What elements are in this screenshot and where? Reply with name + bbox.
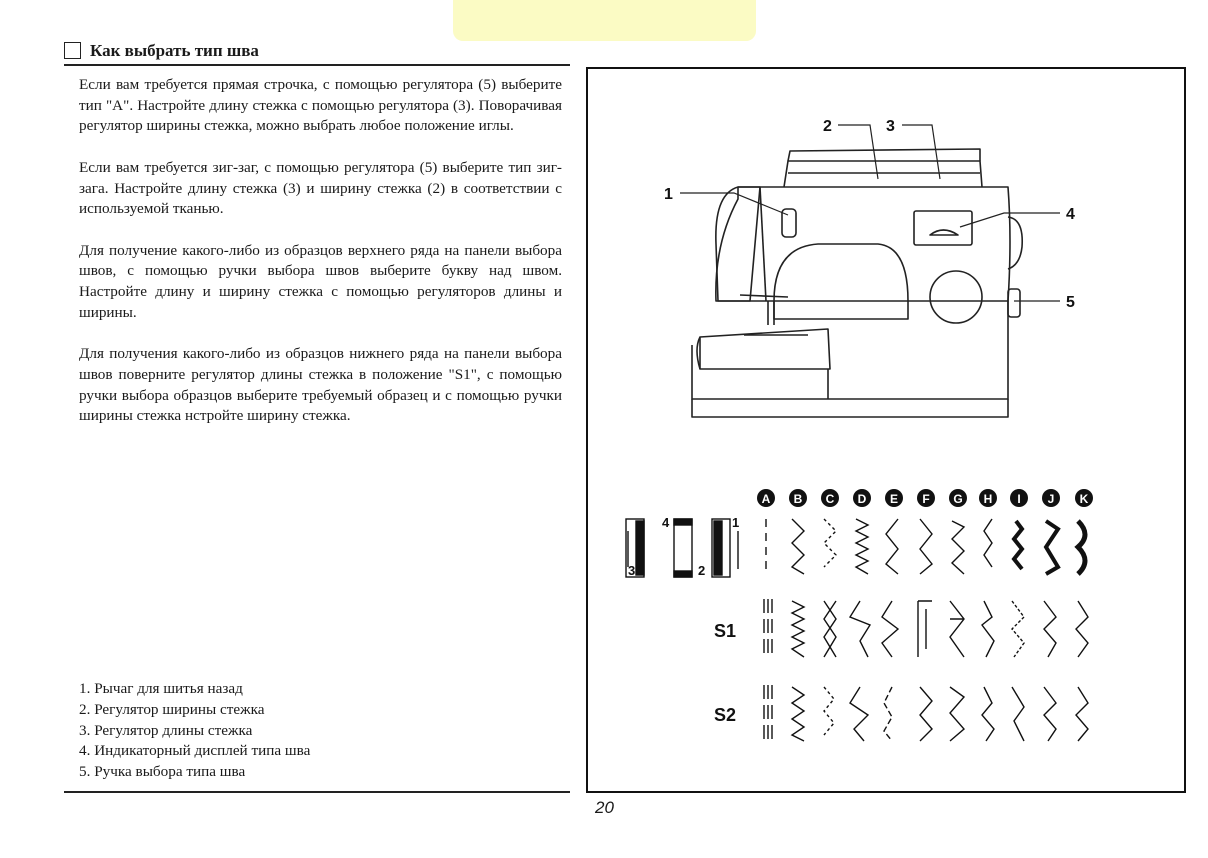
sewing-machine-figure — [588, 69, 1184, 791]
paragraph-zigzag: Если вам требуется зиг-заг, с помощью регулятора (5) выберите тип зиг-зага. Настройте длину стежка (3) и ширину стежка (2) в соответствии с используемой тканью. — [79, 158, 562, 218]
buttonhole-step: 1 — [732, 515, 740, 530]
paragraph-straight-stitch: Если вам требуется прямая строчка, с помощью регулятора (5) выберите тип "A". Настройте длину стежка с помощью регулятора (3). Поворачивая регулятор ширины стежка, можно выбрать любое положение иглы. — [79, 76, 562, 135]
top-rule — [64, 64, 570, 66]
row-label-s1: S1 — [714, 621, 737, 641]
callout-line-1 — [680, 193, 788, 215]
legend-item: 4. Индикаторный дисплей типа шва — [79, 742, 311, 760]
callout-label-4: 4 — [1066, 206, 1075, 223]
stitch-letter-row — [757, 489, 1093, 507]
callout-line-2 — [838, 125, 878, 179]
callout-label-3: 3 — [886, 118, 895, 135]
section-title: Как выбрать тип шва — [90, 40, 259, 60]
legend-item: 2. Регулятор ширины стежка — [79, 700, 265, 718]
stitch-letter: C — [825, 492, 835, 506]
buttonhole-step: 3 — [628, 563, 636, 578]
stitch-letter: E — [889, 492, 899, 506]
page-number: 20 — [595, 798, 614, 817]
callout-label-1: 1 — [664, 186, 673, 203]
paragraph-top-row: Для получение какого-либо из образцов верхнего ряда на панели выбора швов, с помощью ручки выбора швов выберите букву над швом. Настройте длину и ширину стежка с помощью регуляторов длины и ширины. — [79, 241, 562, 321]
buttonhole-diagram — [626, 519, 738, 577]
stitch-letter: A — [761, 492, 771, 506]
stitch-letter-badge — [757, 489, 775, 507]
stitch-letter: B — [793, 492, 803, 506]
stitch-pattern-top-row — [766, 519, 1085, 574]
callout-label-2: 2 — [823, 118, 832, 135]
callout-label-5: 5 — [1066, 294, 1075, 311]
stitch-letter: F — [922, 492, 930, 506]
stitch-letter-badge — [789, 489, 807, 507]
buttonhole-step: 2 — [698, 563, 706, 578]
stitch-pattern-s1-row — [764, 599, 1088, 659]
bottom-rule — [64, 791, 570, 793]
stitch-letter: H — [983, 492, 993, 506]
section-heading — [64, 38, 570, 63]
paragraph-bottom-row: Для получения какого-либо из образцов нижнего ряда на панели выбора швов поверните регулятор длины стежка в положение "S1", с помощью ручки выбора образцов выберите требуемый образец и с помощью ручки ширины стежка нстройте ширину стежка. — [79, 345, 562, 425]
stitch-letter-badge — [949, 489, 967, 507]
stitch-letter-badge — [1010, 489, 1028, 507]
sewing-machine-illustration — [692, 149, 1022, 417]
buttonhole-step: 4 — [662, 515, 670, 530]
legend-item: 5. Ручка выбора типа шва — [79, 763, 246, 781]
checkbox-icon — [64, 42, 81, 59]
legend-item: 3. Регулятор длины стежка — [79, 721, 253, 739]
row-label-s2: S2 — [714, 705, 737, 725]
stitch-letter-badge — [1042, 489, 1060, 507]
stitch-letter: D — [857, 492, 867, 506]
stitch-letter: J — [1047, 492, 1055, 506]
stitch-letter-badge — [821, 489, 839, 507]
legend-item: 1. Рычаг для шитья назад — [79, 680, 243, 697]
stitch-letter: I — [1017, 492, 1021, 506]
stitch-letter: G — [953, 492, 963, 506]
stitch-letter-badge — [885, 489, 903, 507]
stitch-letter-badge — [979, 489, 997, 507]
stitch-letter-badge — [853, 489, 871, 507]
stitch-letter-badge — [917, 489, 935, 507]
figure-panel — [586, 67, 1186, 793]
parts-legend — [79, 679, 562, 783]
header-tab — [453, 0, 756, 41]
instructions — [79, 75, 562, 448]
callout-line-3 — [902, 125, 940, 179]
stitch-pattern-s2-row — [764, 685, 1088, 741]
stitch-letter: K — [1079, 492, 1089, 506]
stitch-letter-badge — [1075, 489, 1093, 507]
